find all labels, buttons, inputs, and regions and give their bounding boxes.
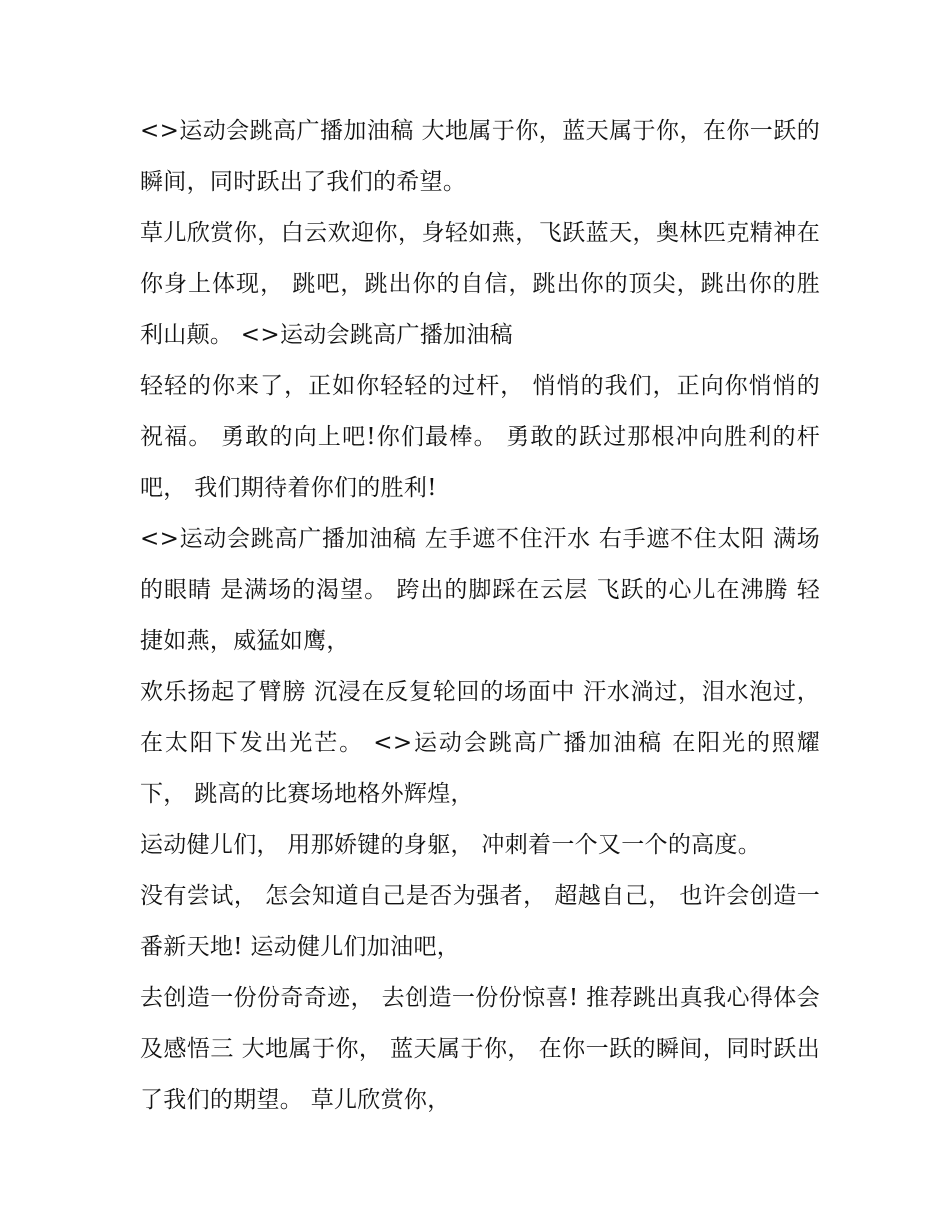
paragraph-1: <>运动会跳高广播加油稿 大地属于你，蓝天属于你，在你一跃的瞬间，同时跃出了我们的希望。 <box>140 118 820 195</box>
paragraph-5: 欢乐扬起了臂膀 沉浸在反复轮回的场面中 汗水淌过，泪水泡过，在太阳下发出光芒。 <>运动会跳高广播加油稿 在阳光的照耀下， 跳高的比赛场地格外辉煌， <box>140 679 820 807</box>
paragraph-3: 轻轻的你来了，正如你轻轻的过杆， 悄悄的我们，正向你悄悄的祝福。 勇敢的向上吧!你们最棒。 勇敢的跃过那根冲向胜利的杆吧， 我们期待着你们的胜利! <box>140 373 820 501</box>
paragraph-4: <>运动会跳高广播加油稿 左手遮不住汗水 右手遮不住太阳 满场的眼睛 是满场的渴望。 跨出的脚踩在云层 飞跃的心儿在沸腾 轻捷如燕，威猛如鹰， <box>140 526 820 654</box>
paragraph-2: 草儿欣赏你，白云欢迎你，身轻如燕，飞跃蓝天，奥林匹克精神在你身上体现， 跳吧，跳出你的自信，跳出你的顶尖，跳出你的胜利山颠。 <>运动会跳高广播加油稿 <box>140 220 820 348</box>
document-body <box>140 106 820 1126</box>
paragraph-8: 去创造一份份奇奇迹， 去创造一份份惊喜! 推荐跳出真我心得体会及感悟三 大地属于你， 蓝天属于你， 在你一跃的瞬间，同时跃出了我们的期望。 草儿欣赏你， <box>140 985 820 1113</box>
paragraph-7: 没有尝试， 怎会知道自己是否为强者， 超越自己， 也许会创造一番新天地! 运动健儿们加油吧， <box>140 883 820 960</box>
paragraph-6: 运动健儿们， 用那娇键的身躯， 冲刺着一个又一个的高度。 <box>140 832 762 858</box>
